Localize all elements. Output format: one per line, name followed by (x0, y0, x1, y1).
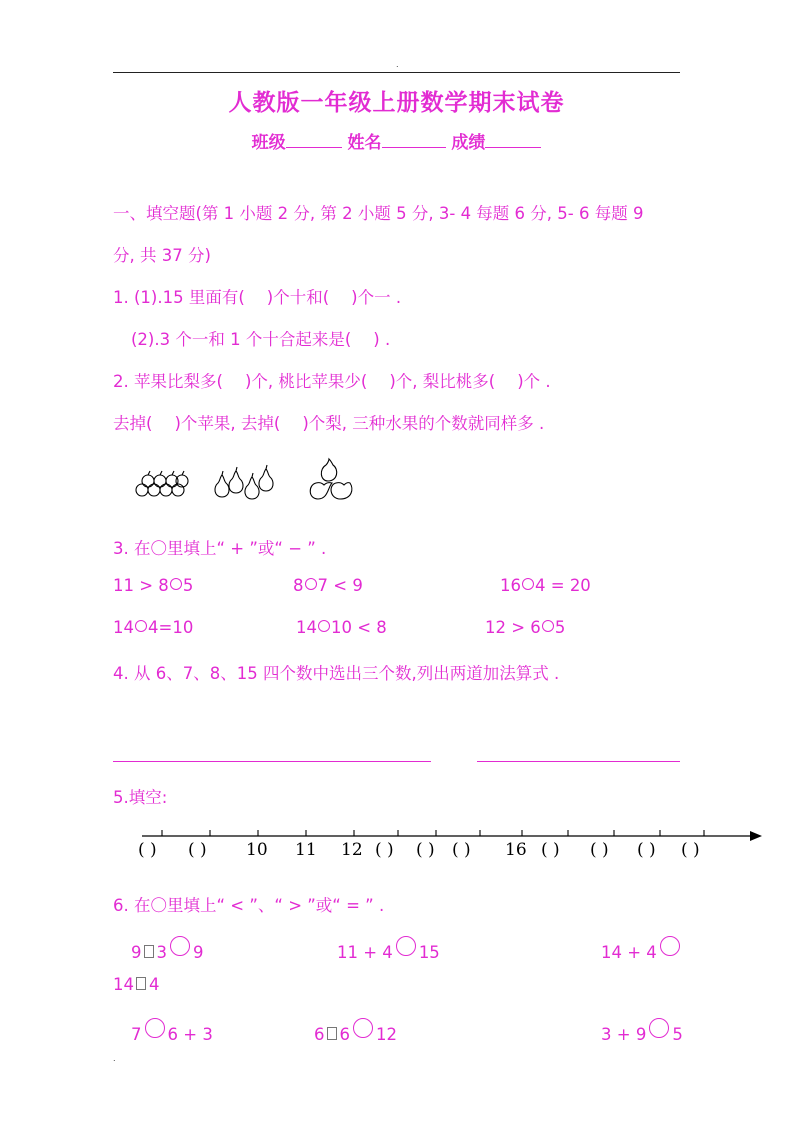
q6-item-3 (601, 936, 683, 962)
header-dot: . (396, 60, 399, 69)
q6-item-1-a: 9 (131, 943, 142, 962)
q3-item-6-right: 5 (554, 618, 566, 637)
number-line-blank-2[interactable]: ( ) (188, 840, 207, 860)
q6-prompt: 6. 在〇里填上“ < ”、“ > ”或“ = ” . (113, 896, 385, 915)
q3-item-1-right: 5 (182, 576, 194, 595)
class-blank[interactable] (286, 147, 342, 148)
q2-line1-text-d: )个 . (517, 372, 551, 391)
compare-circle-icon[interactable] (353, 1018, 373, 1038)
q6-item-7 (601, 1018, 683, 1044)
fruit-illustration (130, 455, 360, 505)
page-title: 人教版一年级上册数学期末试卷 (228, 90, 565, 116)
header-rule (113, 72, 680, 73)
q6-item-7-c: 5 (672, 1025, 683, 1044)
q6-item-5-c: 6 + 3 (167, 1025, 213, 1044)
operator-circle-icon[interactable] (135, 620, 147, 632)
apples-icon (136, 471, 188, 496)
compare-circle-icon[interactable] (649, 1018, 669, 1038)
number-line-label-16: 16 (505, 840, 527, 860)
number-line-label-11: 11 (295, 840, 317, 860)
q6-item-7-a: 3 + 9 (601, 1025, 647, 1044)
name-blank[interactable] (382, 147, 446, 148)
q3-item-5-right: 10 < 8 (331, 618, 387, 637)
q1-part2-text-b: ) . (373, 330, 391, 349)
name-label: 姓名 (347, 133, 382, 153)
q2-line2-text-b: )个苹果, 去掉( (174, 414, 281, 433)
class-label: 班级 (251, 133, 286, 153)
q3-item-6-left: 12 > 6 (485, 618, 541, 637)
operator-circle-icon[interactable] (318, 620, 330, 632)
number-line-blank-7[interactable]: ( ) (590, 840, 609, 860)
box-icon (144, 945, 154, 958)
q6-item-4-a: 14 (113, 975, 134, 994)
q3-prompt: 3. 在〇里填上“ + ”或“ − ” . (113, 539, 327, 558)
q4-prompt: 4. 从 6、7、8、15 四个数中选出三个数,列出两道加法算式 . (113, 664, 560, 683)
q6-item-6-a: 6 (314, 1025, 325, 1044)
q1-part2-text-a: (2).3 个一和 1 个十合起来是( (131, 330, 352, 349)
q1-part1 (113, 284, 401, 308)
operator-circle-icon[interactable] (170, 578, 182, 590)
q3-item-5 (296, 618, 387, 637)
q2-line2 (113, 410, 544, 434)
section1-heading-line1: 一、填空题(第 1 小题 2 分, 第 2 小题 5 分, 3- 4 每题 6 分, 5- 6 每题 9 (113, 204, 644, 223)
q3-item-3 (500, 576, 591, 595)
q1-part1-text-a: 1. (1).15 里面有( (113, 288, 245, 307)
operator-circle-icon[interactable] (522, 578, 534, 590)
pears-icon (215, 465, 273, 499)
q6-item-2-a: 11 + 4 (337, 943, 393, 962)
q3-item-1-left: 11 > 8 (113, 576, 169, 595)
compare-circle-icon[interactable] (145, 1018, 165, 1038)
q3-item-3-right: 4 = 20 (535, 576, 591, 595)
q3-item-1 (113, 576, 193, 595)
box-icon (136, 977, 146, 990)
q6-item-6-c: 12 (376, 1025, 397, 1044)
q1-part1-text-b: )个十和( (266, 288, 330, 307)
q6-item-4-b: 4 (149, 975, 160, 994)
peaches-icon (310, 459, 352, 499)
q3-item-4 (113, 618, 193, 637)
q6-item-4 (113, 975, 160, 994)
number-line-blank-3[interactable]: ( ) (375, 840, 394, 860)
q6-item-6 (314, 1018, 397, 1044)
score-blank[interactable] (485, 147, 541, 148)
q5-prompt: 5.填空: (113, 788, 168, 807)
q2-line1-text-c: )个, 梨比桃多( (389, 372, 496, 391)
q2-line1-text-a: 2. 苹果比梨多( (113, 372, 223, 391)
number-line-blank-6[interactable]: ( ) (541, 840, 560, 860)
student-info (0, 128, 793, 153)
q1-part2 (131, 326, 390, 350)
number-line-label-10: 10 (246, 840, 268, 860)
q2-line2-text-a: 去掉( (113, 414, 153, 433)
q2-line1 (113, 368, 551, 392)
operator-circle-icon[interactable] (305, 578, 317, 590)
q6-item-1-b: 3 (156, 943, 167, 962)
q2-line1-text-b: )个, 桃比苹果少( (244, 372, 368, 391)
q6-item-2 (337, 936, 440, 962)
number-line-blank-1[interactable]: ( ) (138, 840, 157, 860)
q6-item-1-c: 9 (193, 943, 204, 962)
q4-answer-line-2[interactable] (477, 761, 680, 762)
q3-item-4-left: 14 (113, 618, 134, 637)
q6-item-2-c: 15 (418, 943, 440, 962)
number-line-ticks (162, 830, 704, 836)
q3-item-2 (293, 576, 363, 595)
number-line-blank-9[interactable]: ( ) (681, 840, 700, 860)
compare-circle-icon[interactable] (660, 936, 680, 956)
q6-item-5-a: 7 (131, 1025, 142, 1044)
q6-item-5 (131, 1018, 213, 1044)
score-label: 成绩 (451, 133, 486, 153)
section1-heading-line2: 分, 共 37 分) (113, 246, 211, 265)
q2-line2-text-c: )个梨, 三种水果的个数就同样多 . (302, 414, 545, 433)
number-line-blank-8[interactable]: ( ) (637, 840, 656, 860)
q3-item-4-right: 4=10 (148, 618, 194, 637)
operator-circle-icon[interactable] (542, 620, 554, 632)
compare-circle-icon[interactable] (170, 936, 190, 956)
number-line-blank-4[interactable]: ( ) (416, 840, 435, 860)
q3-item-2-left: 8 (293, 576, 304, 595)
q3-item-5-left: 14 (296, 618, 317, 637)
number-line-blank-5[interactable]: ( ) (452, 840, 471, 860)
q6-item-1 (131, 936, 204, 962)
number-line-label-12: 12 (341, 840, 363, 860)
compare-circle-icon[interactable] (396, 936, 416, 956)
q1-part1-text-c: )个一 . (351, 288, 402, 307)
q3-item-3-left: 16 (500, 576, 521, 595)
q3-item-6 (485, 618, 565, 637)
q3-item-2-right: 7 < 9 (317, 576, 363, 595)
arrow-right-icon (750, 831, 762, 841)
q4-answer-line-1[interactable] (113, 761, 431, 762)
footer-dot: . (113, 1054, 116, 1063)
q6-item-3-a: 14 + 4 (601, 943, 657, 962)
box-icon (327, 1027, 337, 1040)
q6-item-6-b: 6 (339, 1025, 350, 1044)
